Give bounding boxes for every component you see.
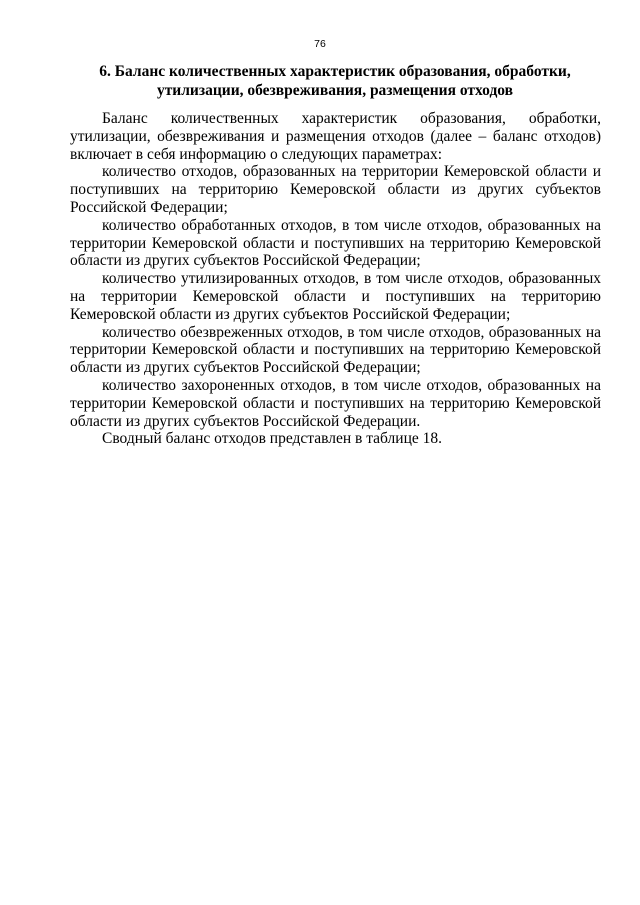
paragraph-intro: Баланс количественных характеристик образования, обработки, утилизации, обезвреживания и размещения отходов (далее – баланс отходов) включает в себя информацию о следующих параметрах: (70, 110, 601, 163)
paragraph-utilized-waste: количество утилизированных отходов, в том числе отходов, образованных на территории Кемеровской области и поступивших на территорию Кемеровской области из других субъектов Российской Федерации; (70, 270, 601, 323)
section-heading (70, 62, 600, 100)
paragraph-processed-waste: количество обработанных отходов, в том числе отходов, образованных на территории Кемеровской области и поступивших на территорию Кемеровской области из других субъектов Российской Федерации; (70, 216, 601, 270)
section-heading-line-1: 6. Баланс количественных характеристик образования, обработки, (99, 63, 571, 80)
paragraph-neutralized-waste: количество обезвреженных отходов, в том числе отходов, образованных на территории Кемеровской области и поступивших на территорию Кемеровской области из других субъектов Российской Федерации; (70, 323, 601, 377)
paragraph-generated-waste: количество отходов, образованных на территории Кемеровской области и поступивших на территорию Кемеровской области из других субъектов Российской Федерации; (70, 163, 601, 216)
paragraph-buried-waste: количество захороненных отходов, в том числе отходов, образованных на территории Кемеровской области и поступивших на территорию Кемеровской области из других субъектов Российской Федерации. (70, 376, 601, 430)
paragraph-summary-reference: Сводный баланс отходов представлен в таблице 18. (102, 430, 443, 448)
body-text (70, 110, 601, 448)
page-number: 76 (314, 38, 326, 50)
section-heading-line-2: утилизации, обезвреживания, размещения отходов (156, 82, 514, 99)
